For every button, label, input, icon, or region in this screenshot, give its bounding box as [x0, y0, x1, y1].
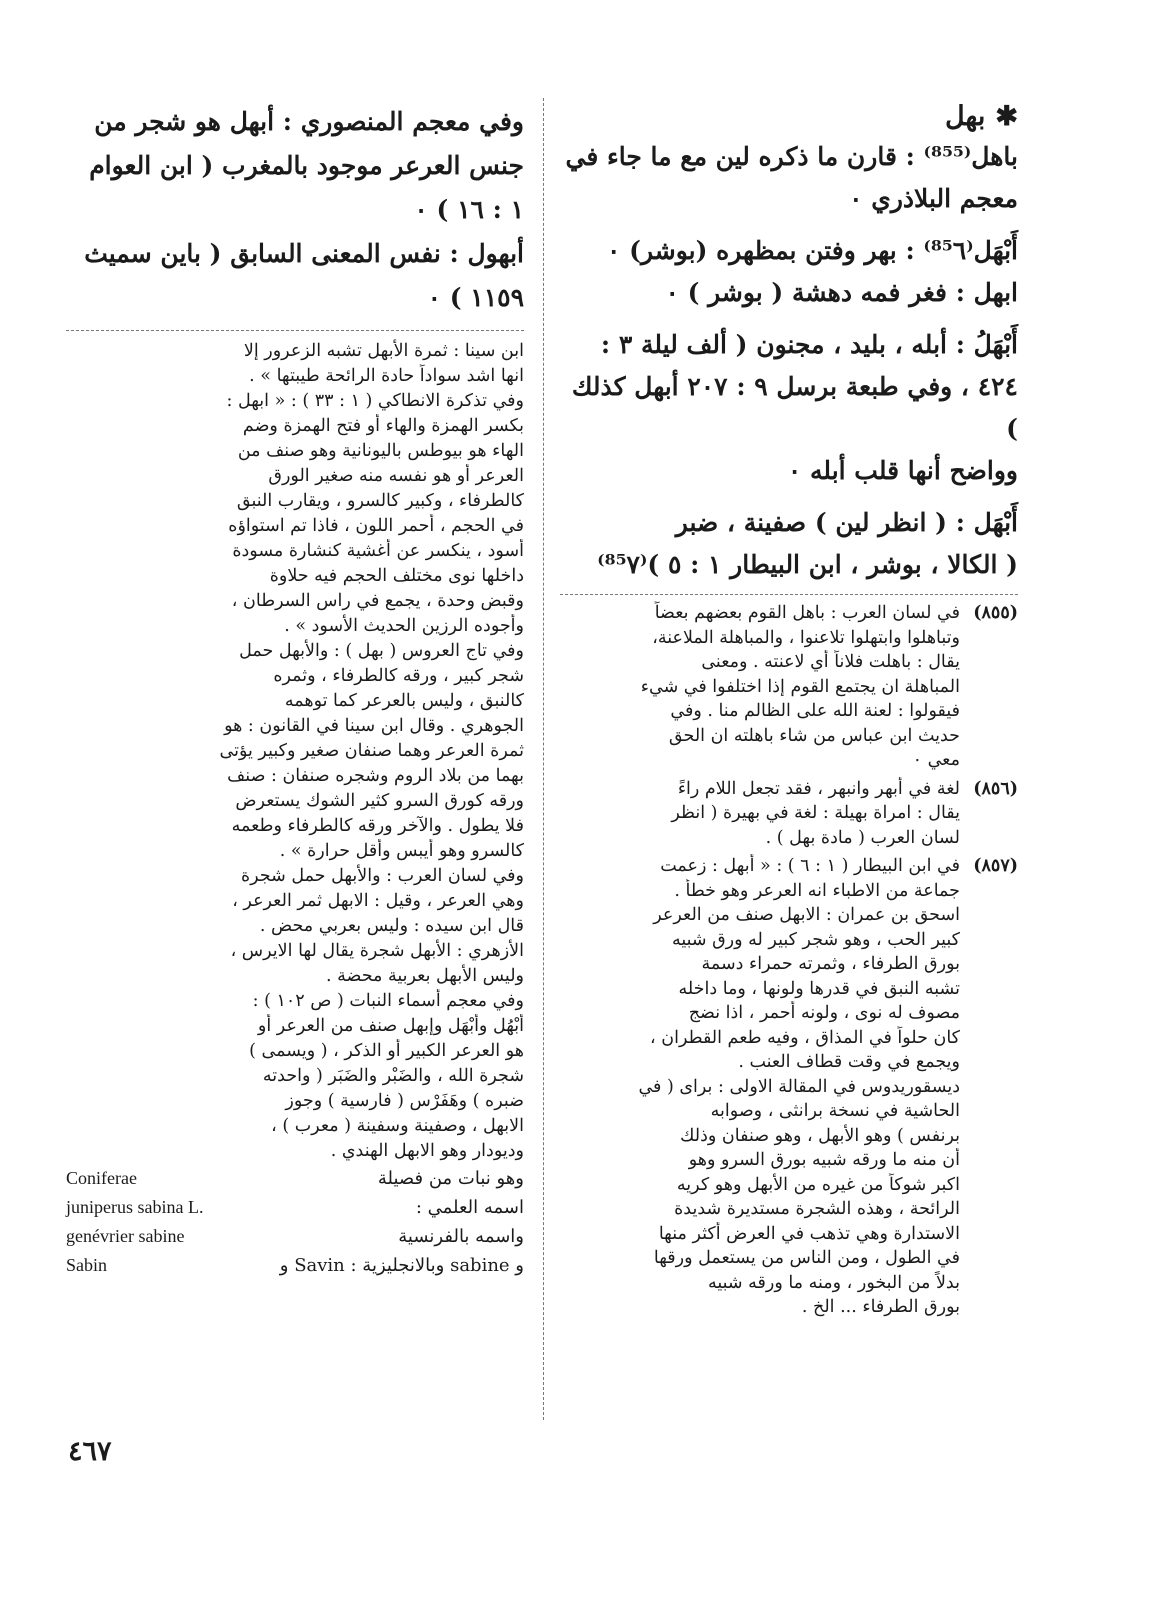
body-line: ضبره ) وهَفَرْس ( فارسية ) وجوز [285, 1091, 524, 1111]
headword-text: بهل [944, 101, 986, 132]
footnote-text [560, 777, 960, 851]
footnote-line: جماعة من الاطباء انه العرعر وهو خطأ . [674, 880, 960, 901]
footnote-line: حديث ابن عباس من شاء باهلته ان الحق [668, 725, 960, 746]
footnote-number: (٨٥٥) [973, 603, 1018, 623]
latin-arabic-label: و sabine وبالانجليزية : Savin و [279, 1255, 524, 1276]
body-line: العرعر أو هو نفسه منه صغير الورق [268, 466, 524, 486]
footnote-line: كبير الحب ، وهو شجر كبير له ورق شبيه [671, 929, 960, 950]
body-line: وفي معجم أسماء النبات ( ص ١٠٢ ) : [252, 991, 524, 1011]
page-number: ٤٦٧ [68, 1436, 112, 1467]
body-line: داخلها نوى مختلف الحجم فيه حلاوة [269, 566, 524, 586]
footnote-line: بورق الطرفاء ... الخ . [801, 1297, 960, 1317]
body-line: فلا يطول . والآخر ورقه كالطرفاء وطعمه [231, 816, 524, 836]
body-line: انها اشد سواداً حادة الرائحة طيبتها » . [249, 366, 524, 386]
entry-line: ( الكالا ، بوشر ، ابن البيطار ١ : ٥ )⁽⁸⁵٧⁾ [597, 550, 1018, 579]
footnote-line: الاستدارة وهي تذهب في العرض أكثر منها [658, 1223, 960, 1244]
body-line: الابهل ، وصفينة وسفينة ( معرب ) ، [271, 1116, 524, 1136]
footnote-line: أن منه ما ورقه شبيه بورق السرو وهو [688, 1150, 960, 1170]
footnote-number: (٨٥٦) [973, 778, 1018, 799]
latin-name-row [66, 1251, 524, 1280]
footnote-line: وتباهلوا وابتهلوا تلاعنوا ، والمباهلة الملاعنة، [652, 627, 960, 648]
latin-name-row [66, 1193, 524, 1222]
body-line: في الحجم ، أحمر اللون ، فاذا تم استواؤه [228, 516, 524, 536]
footnote-line: ويجمع في وقت قطاف العنب . [738, 1052, 960, 1072]
footnote-line: الحاشية في نسخة برانثى ، وصوابه [710, 1101, 960, 1121]
footnote [560, 601, 1018, 773]
latin-arabic-label: وهو نبات من فصيلة [377, 1168, 524, 1189]
footnote [560, 777, 1018, 851]
footnote-number: (٨٥٧) [973, 856, 1018, 876]
left-rule [66, 330, 524, 331]
footnote-line: اكبر شوكاً من غيره من الأبهل وهو كريه [676, 1174, 960, 1195]
latin-name-row [66, 1222, 524, 1251]
entry-line: ١ : ١٦ ) ٠ [414, 195, 524, 224]
body-line: أسود ، ينكسر عن أغشية كنشارة مسودة [232, 541, 524, 561]
footnote [560, 854, 1018, 1320]
entry-line: وفي معجم المنصوري : أبهل هو شجر من [94, 107, 524, 136]
right-entries [560, 136, 1018, 586]
footnote-line: معي ٠ [912, 750, 960, 770]
headword [560, 100, 1018, 134]
footnote-text [560, 601, 960, 773]
footnote-line: فيقولوا : لعنة الله على الظالم منا . وفي [670, 701, 960, 721]
body-line: الأزهري : الأبهل شجرة يقال لها الايرس ، [230, 941, 524, 961]
footnote-line: الرائحة ، وهذه الشجرة مستديرة شديدة [674, 1199, 960, 1219]
latin-arabic-label: واسمه بالفرنسية [398, 1226, 524, 1247]
body-line: كالسرو وهو أيبس وأقل حرارة » . [279, 841, 524, 861]
footnote-line: كان حلواً في المذاق ، وفيه طعم القطران ، [650, 1027, 960, 1048]
footnote-line: برنفس ) وهو الأبهل ، وهو صنفان وذلك [680, 1125, 960, 1146]
footnote-line: يقال : باهلت فلاناً أي لاعنته . ومعنى [701, 652, 960, 672]
left-column [66, 100, 524, 1280]
footnote-line: في الطول ، ومن الناس من يستعمل ورقها [653, 1248, 960, 1268]
left-top-entries [66, 100, 524, 320]
footnote-line: اسحق بن عمران : الابهل صنف من العرعر [653, 905, 960, 925]
footnote-line: بورق الطرفاء ، وثمرته حمراء دسمة [701, 954, 960, 974]
entry-line: أبهول : نفس المعنى السابق ( باين سميث [84, 239, 524, 268]
entry-line: أَبْهَل⁽⁸⁵٦⁾ : بهر وفتن بمظهره (بوشر) ٠ [607, 236, 1018, 265]
entry-line: وواضح أنها قلب أبله ٠ [787, 456, 1018, 485]
footnote-line: لغة في أبهر وانبهر ، فقد تجعل اللام راءً [677, 778, 960, 799]
body-line: بهما من بلاد الروم وشجره صنفان : صنف [227, 766, 524, 786]
latin-name: Sabin [66, 1255, 108, 1275]
entry-line: معجم البلاذري ٠ [849, 184, 1018, 213]
body-line: شجر كبير ، ورقه كالطرفاء ، وثمره [273, 666, 524, 686]
body-line: الهاء هو بيوطس باليونانية وهو صنف من [237, 441, 524, 461]
column-divider [543, 98, 544, 1420]
body-line: الجوهري . وقال ابن سينا في القانون : هو [224, 716, 524, 736]
footnote-line: لسان العرب ( مادة بهل ) . [765, 827, 960, 848]
left-body-text [66, 339, 524, 1164]
body-line: كالطرفاء ، وكبير كالسرو ، ويقارب النبق [236, 491, 524, 511]
body-line: ورقه كورق السرو كثير الشوك يستعرض [235, 791, 524, 811]
body-line: وأجوده الرزين الحديث الأسود » . [284, 616, 524, 636]
latin-name: juniperus sabina L. [66, 1197, 204, 1217]
footnote-line: بدلاً من البخور ، ومنه ما ورقه شبيه [707, 1272, 960, 1293]
entry-line: أَبْهَل : ( انظر لين ) صفينة ، ضبر [675, 508, 1018, 537]
footnote-rule [560, 594, 1018, 595]
body-line: هو العرعر الكبير أو الذكر ، ( ويسمى ) [249, 1041, 524, 1061]
entry-line: أَبْهَلُ : أبله ، بليد ، مجنون ( ألف ليلة ٣ : [600, 330, 1018, 359]
body-line: وفي لسان العرب : والأبهل حمل شجرة [240, 866, 524, 886]
footnote-text [560, 854, 960, 1320]
body-line: وهي العرعر ، وقيل : الابهل ثمر العرعر ، [232, 891, 524, 911]
body-line: أَبْهُل وأَبْهَل وإبهل صنف من العرعر أو [257, 1016, 524, 1036]
entry-line: جنس العرعر موجود بالمغرب ( ابن العوام [89, 151, 524, 180]
body-line: وفي تذكرة الانطاكي ( ١ : ٣٣ ) : « ابهل : [226, 391, 524, 411]
body-line: وليس الأبهل بعربية محضة . [326, 966, 524, 986]
footnote-line: المباهلة ان يجتمع القوم إذا اختلفوا في شيء [640, 676, 960, 697]
entry-line: باهل⁽⁸⁵⁵⁾ : قارن ما ذكره لين مع ما جاء في [565, 142, 1018, 171]
latin-names [66, 1164, 524, 1280]
footnote-line: تشبه النبق في قدرها ولونها ، وما داخله [678, 978, 960, 999]
entry-line: ١١٥٩ ) ٠ [427, 283, 524, 312]
entry-line: ابهل : فغر فمه دهشة ( بوشر ) ٠ [665, 278, 1018, 307]
footnote-line: يقال : امراة بهيلة : لغة في بهيرة ( انظر [671, 803, 960, 823]
body-line: بكسر الهمزة والهاء أو فتح الهمزة وضم [242, 416, 524, 436]
body-line: وديودار وهو الابهل الهندي . [330, 1141, 524, 1161]
body-line: قال ابن سيده : وليس بعربي محض . [259, 916, 524, 936]
entry-gap [560, 492, 1018, 502]
entry-line: ٤٢٤ ، وفي طبعة برسل ٩ : ٢٠٧ أبهل كذلك ) [571, 372, 1018, 443]
body-line: كالنبق ، وليس بالعرعر كما توهمه [284, 691, 524, 711]
right-column [560, 100, 1018, 1324]
latin-arabic-label: اسمه العلمي : [415, 1197, 524, 1218]
headword-star-icon: ✱ [995, 101, 1018, 132]
body-line: ابن سينا : ثمرة الأبهل تشبه الزعرور إلا [243, 341, 524, 361]
body-line: ثمرة العرعر وهما صنفان صغير وكبير يؤتى [219, 741, 524, 761]
footnotes [560, 601, 1018, 1320]
footnote-line: مصوف له نوى ، ولونه أحمر ، اذا نضج [688, 1003, 960, 1023]
footnote-line: في ابن البيطار ( ١ : ٦ ) : « أبهل : زعمت [660, 856, 960, 876]
latin-name: genévrier sabine [66, 1226, 185, 1246]
latin-name-row [66, 1164, 524, 1193]
footnote-line: في لسان العرب : باهل القوم بعضهم بعضاً [654, 603, 960, 623]
body-line: وقبض وحدة ، يجمع في راس السرطان ، [231, 591, 524, 611]
entry-gap [560, 314, 1018, 324]
footnote-line: ديسقوريدوس في المقالة الاولى : براى ( في [638, 1076, 960, 1097]
entry-gap [560, 220, 1018, 230]
body-line: شجرة الله ، والضَبْر والضَبَر ( واحدته [262, 1066, 524, 1086]
body-line: وفي تاج العروس ( بهل ) : والأبهل حمل [239, 641, 524, 661]
latin-name: Coniferae [66, 1168, 137, 1188]
